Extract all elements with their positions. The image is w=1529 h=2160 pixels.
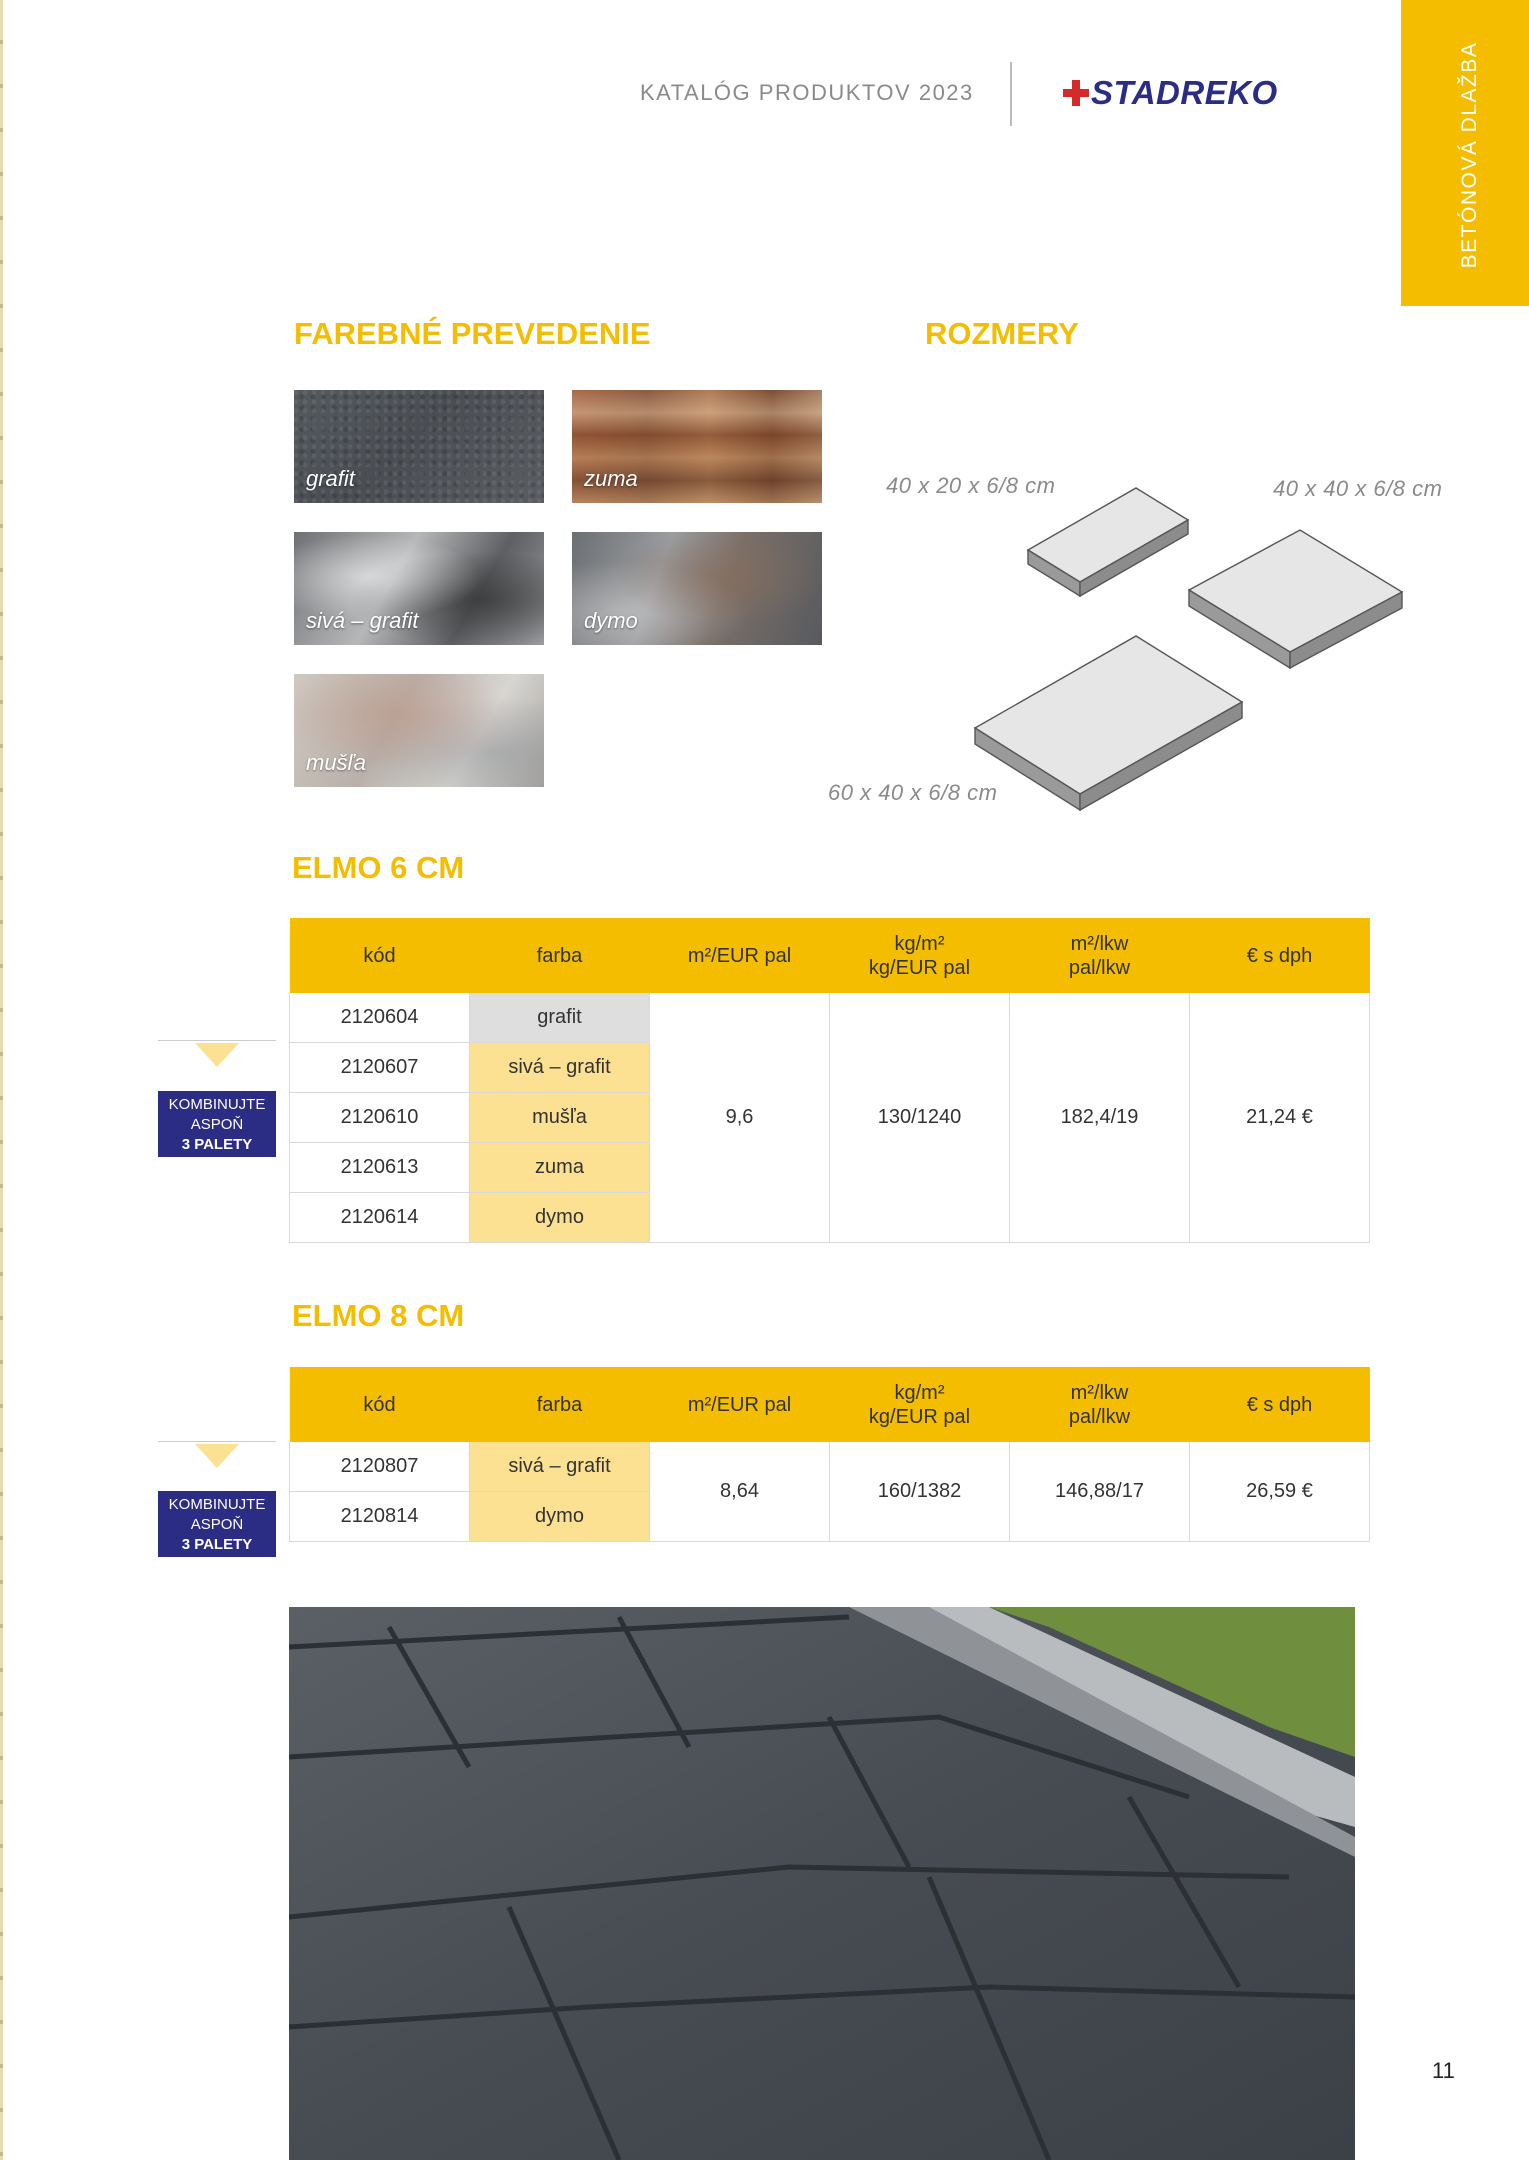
swatch-musla [294, 674, 544, 787]
cell-kod: 2120614 [290, 1193, 470, 1243]
elmo6-table [289, 918, 1370, 1243]
paving-photo [289, 1607, 1355, 2160]
col-header-lkw: m²/lkw pal/lkw [1010, 1367, 1190, 1442]
cell-kod: 2120604 [290, 993, 470, 1043]
elmo6-heading: ELMO 6 CM [292, 850, 465, 885]
col-header-lkw: m²/lkw pal/lkw [1010, 918, 1190, 993]
dim-label-60x40: 60 x 40 x 6/8 cm [828, 780, 998, 805]
header-divider [1010, 62, 1012, 126]
kombi-arrow-icon [195, 1043, 239, 1067]
dimensions-heading: ROZMERY [925, 316, 1079, 351]
cell-kod: 2120807 [290, 1442, 470, 1492]
col-header-kg: kg/m² kg/EUR pal [830, 918, 1010, 993]
table-row [290, 1442, 1370, 1492]
col-header-price: € s dph [1190, 918, 1370, 993]
page-number: 11 [1432, 2058, 1455, 2083]
swatch-label: dymo [584, 608, 638, 633]
elmo8-table [289, 1367, 1370, 1542]
col-header-m2-eur-pal: m²/EUR pal [650, 918, 830, 993]
kombi-badge [158, 1491, 276, 1557]
tile-dimensions-illustration [960, 480, 1420, 820]
col-header-m2-eur-pal: m²/EUR pal [650, 1367, 830, 1442]
cell-kod: 2120607 [290, 1043, 470, 1093]
table-header-row [290, 1367, 1370, 1442]
col-header-kod: kód [290, 1367, 470, 1442]
cell-farba: mušľa [470, 1093, 650, 1143]
swatch-dymo [572, 532, 822, 645]
swatch-label: sivá – grafit [306, 608, 419, 633]
cell-farba: dymo [470, 1193, 650, 1243]
cell-m2-eur-pal: 9,6 [650, 993, 830, 1243]
cell-kod: 2120814 [290, 1492, 470, 1542]
cell-kg: 160/1382 [830, 1442, 1010, 1542]
cell-lkw: 182,4/19 [1010, 993, 1190, 1243]
kombi-line3: 3 PALETY [181, 1136, 253, 1153]
cell-kod: 2120610 [290, 1093, 470, 1143]
kombi-divider [158, 1441, 276, 1442]
elmo8-heading: ELMO 8 CM [292, 1298, 465, 1333]
kombi-line1: KOMBINUJTE [168, 1496, 266, 1513]
col-header-price: € s dph [1190, 1367, 1370, 1442]
swatch-zuma [572, 390, 822, 503]
swatch-label: zuma [584, 466, 638, 491]
cell-kg: 130/1240 [830, 993, 1010, 1243]
table-header-row [290, 918, 1370, 993]
kombi-arrow-icon [195, 1444, 239, 1468]
side-tab-label: BETÓNOVÁ DLAŽBA [1458, 41, 1481, 269]
kombi-divider [158, 1040, 276, 1041]
catalog-title: KATALÓG PRODUKTOV 2023 [640, 80, 974, 105]
cell-lkw: 146,88/17 [1010, 1442, 1190, 1542]
cell-farba: grafit [470, 993, 650, 1043]
kombi-line2: ASPOŇ [190, 1116, 244, 1133]
swatch-siva-grafit [294, 532, 544, 645]
dim-label-40x20: 40 x 20 x 6/8 cm [886, 473, 1056, 498]
cell-farba: dymo [470, 1492, 650, 1542]
swatch-label: grafit [306, 466, 355, 491]
kombi-line3: 3 PALETY [181, 1536, 253, 1553]
cell-m2-eur-pal: 8,64 [650, 1442, 830, 1542]
cell-kod: 2120613 [290, 1143, 470, 1193]
tile-40x40-drawing [1189, 530, 1402, 668]
stadreko-logo [1063, 74, 1278, 112]
cell-price: 26,59 € [1190, 1442, 1370, 1542]
cell-price: 21,24 € [1190, 993, 1370, 1243]
tile-60x40-drawing [975, 636, 1242, 810]
kombi-line1: KOMBINUJTE [168, 1096, 266, 1113]
col-header-farba: farba [470, 918, 650, 993]
colors-heading: FAREBNÉ PREVEDENIE [294, 316, 651, 351]
logo-cross-icon [1063, 80, 1089, 106]
table-row [290, 993, 1370, 1043]
logo-text: STADREKO [1091, 74, 1278, 111]
kombi-badge [158, 1091, 276, 1157]
col-header-kod: kód [290, 918, 470, 993]
page-edge-decoration [0, 0, 3, 2160]
cell-farba: zuma [470, 1143, 650, 1193]
tile-40x20-drawing [1028, 488, 1188, 596]
kombi-line2: ASPOŇ [190, 1516, 244, 1533]
cell-farba: sivá – grafit [470, 1442, 650, 1492]
col-header-kg: kg/m² kg/EUR pal [830, 1367, 1010, 1442]
swatch-label: mušľa [306, 750, 366, 775]
dim-label-40x40: 40 x 40 x 6/8 cm [1273, 476, 1443, 501]
col-header-farba: farba [470, 1367, 650, 1442]
cell-farba: sivá – grafit [470, 1043, 650, 1093]
swatch-grafit [294, 390, 544, 503]
